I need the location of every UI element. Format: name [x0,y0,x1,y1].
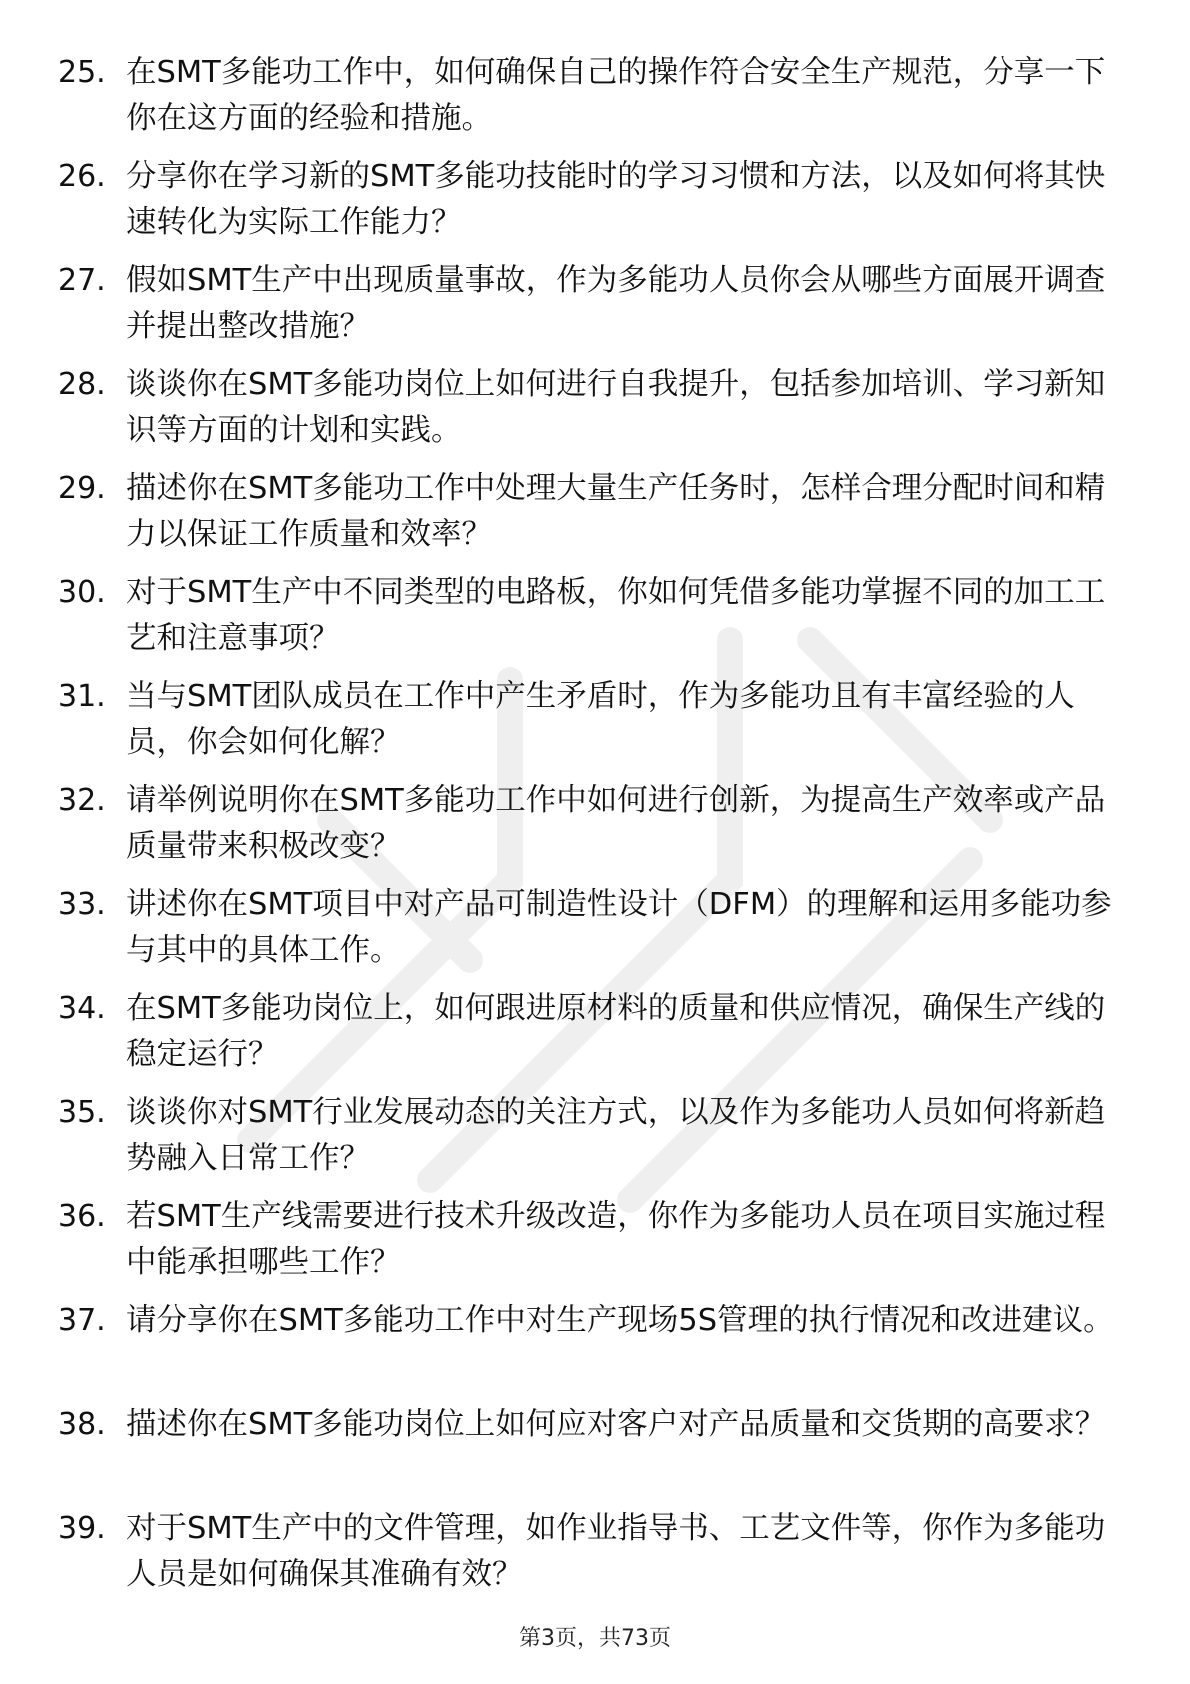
question-text: 对于SMT生产中不同类型的电路板，你如何凭借多能功掌握不同的加工工艺和注意事项？ [126,575,1106,656]
list-item [58,1298,1133,1402]
list-item [58,1506,1133,1610]
question-text: 对于SMT生产中的文件管理，如作业指导书、工艺文件等，你作为多能功人员是如何确保其准确有效？ [126,1511,1106,1592]
list-item [58,570,1133,674]
question-text: 描述你在SMT多能功岗位上如何应对客户对产品质量和交货期的高要求？ [126,1407,1106,1442]
question-number: 31. [58,679,106,714]
question-number: 28. [58,367,106,402]
question-text: 谈谈你在SMT多能功岗位上如何进行自我提升，包括参加培训、学习新知识等方面的计划和实践。 [126,367,1106,448]
question-text: 在SMT多能功岗位上，如何跟进原材料的质量和供应情况，确保生产线的稳定运行？ [126,991,1106,1072]
page-indicator: 第3页，共73页 [519,1626,671,1651]
question-number: 36. [58,1199,106,1234]
question-text: 分享你在学习新的SMT多能功技能时的学习习惯和方法，以及如何将其快速转化为实际工作能力？ [126,159,1106,240]
list-item [58,466,1133,570]
question-text: 请分享你在SMT多能功工作中对生产现场5S管理的执行情况和改进建议。 [126,1303,1114,1338]
question-number: 37. [58,1303,106,1338]
question-text: 在SMT多能功工作中，如何确保自己的操作符合安全生产规范，分享一下你在这方面的经验和措施。 [126,55,1106,136]
list-item [58,986,1133,1090]
page-footer [0,1624,1190,1654]
question-number: 33. [58,887,106,922]
question-number: 25. [58,55,106,90]
list-item [58,1402,1133,1506]
question-text: 讲述你在SMT项目中对产品可制造性设计（DFM）的理解和运用多能功参与其中的具体工作。 [126,887,1112,968]
question-number: 38. [58,1407,106,1442]
question-number: 30. [58,575,106,610]
list-item [58,362,1133,466]
question-text: 当与SMT团队成员在工作中产生矛盾时，作为多能功且有丰富经验的人员，你会如何化解？ [126,679,1075,760]
question-text: 请举例说明你在SMT多能功工作中如何进行创新，为提高生产效率或产品质量带来积极改变？ [126,783,1106,864]
list-item [58,882,1133,986]
list-item [58,674,1133,778]
question-number: 29. [58,471,106,506]
question-number: 34. [58,991,106,1026]
list-item [58,778,1133,882]
question-number: 26. [58,159,106,194]
list-item [58,50,1133,154]
question-number: 32. [58,783,106,818]
question-number: 27. [58,263,106,298]
list-item [58,154,1133,258]
list-item [58,1194,1133,1298]
question-text: 描述你在SMT多能功工作中处理大量生产任务时，怎样合理分配时间和精力以保证工作质量和效率？ [126,471,1106,552]
question-list [58,50,1133,1610]
question-text: 假如SMT生产中出现质量事故，作为多能功人员你会从哪些方面展开调查并提出整改措施？ [126,263,1106,344]
question-text: 谈谈你对SMT行业发展动态的关注方式，以及作为多能功人员如何将新趋势融入日常工作？ [126,1095,1106,1176]
question-number: 39. [58,1511,106,1546]
list-item [58,1090,1133,1194]
question-number: 35. [58,1095,106,1130]
question-text: 若SMT生产线需要进行技术升级改造，你作为多能功人员在项目实施过程中能承担哪些工作？ [126,1199,1106,1280]
list-item [58,258,1133,362]
